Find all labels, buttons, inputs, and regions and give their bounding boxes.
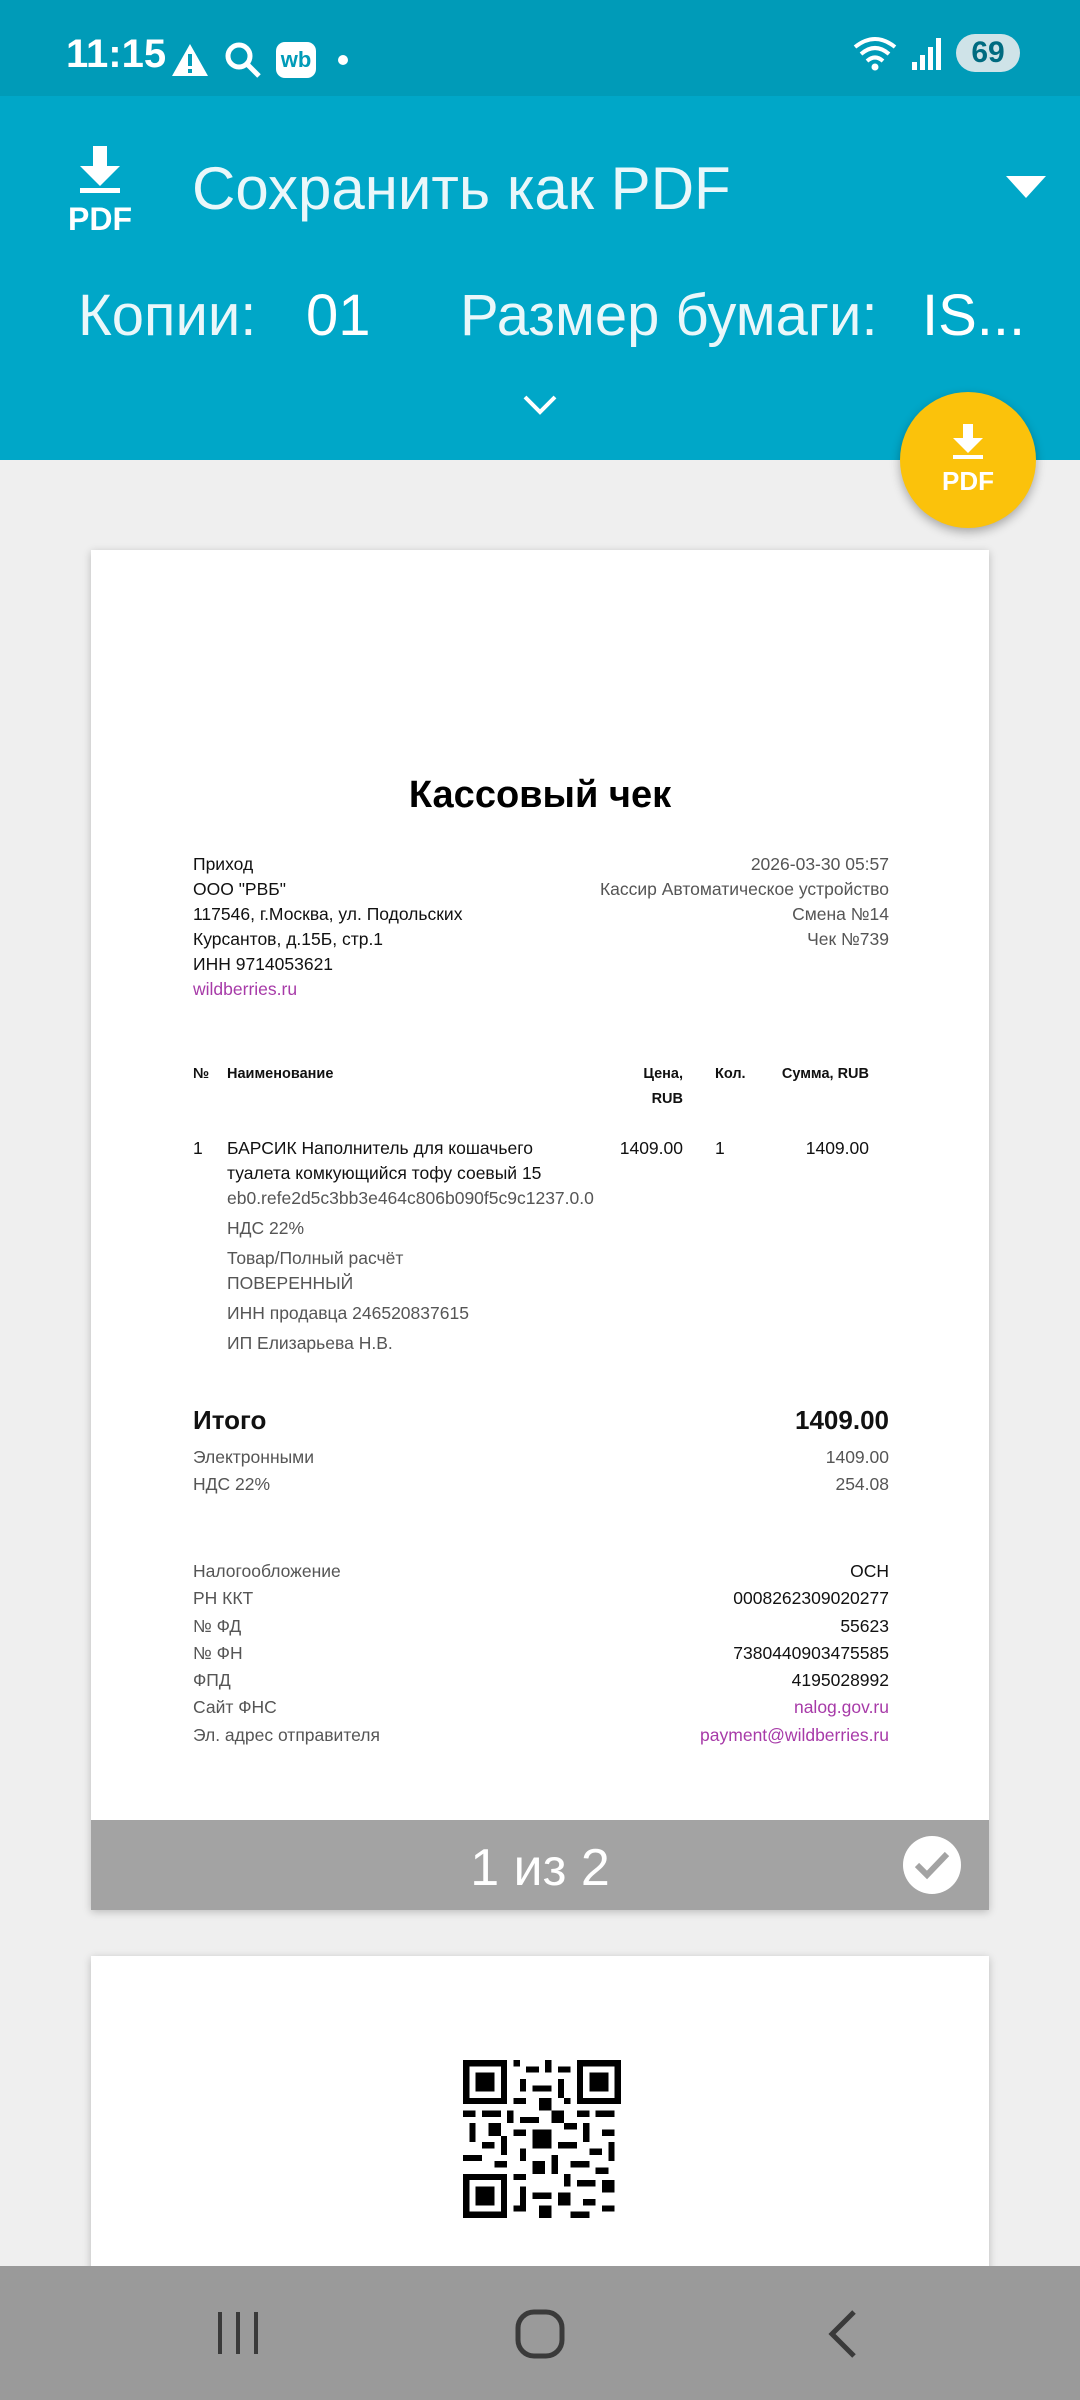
fiscal-label-fd: № ФД (193, 1615, 242, 1636)
seller-website-link[interactable]: wildberries.ru (193, 979, 298, 999)
col-price-header-line1: Цена, (643, 1066, 683, 1082)
fiscal-label-sender-email: Эл. адрес отправителя (193, 1724, 380, 1745)
page-indicator: 1 из 2 (470, 1839, 610, 1897)
printer-select[interactable]: Сохранить как PDF (192, 155, 731, 222)
status-system-icons (852, 34, 1020, 72)
payment-value-vat: 254.08 (835, 1474, 889, 1494)
signal-icon (912, 36, 942, 70)
status-bar (0, 0, 1080, 96)
item-seller: ИП Елизарьева Н.В. (227, 1333, 393, 1353)
check-icon (914, 1850, 950, 1880)
fiscal-label-fpd: ФПД (193, 1670, 231, 1691)
fab-label: PDF (942, 466, 994, 496)
download-pdf-button[interactable] (900, 392, 1036, 528)
item-num: 1 (193, 1138, 203, 1158)
copies-value[interactable]: 01 (306, 283, 371, 348)
fiscal-value-rn-kkt: 0008262309020277 (733, 1588, 889, 1609)
seller-address-1: 117546, г.Москва, ул. Подольских (193, 904, 463, 924)
receipt-seller-info (193, 852, 462, 1002)
item-price: 1409.00 (619, 1138, 683, 1158)
item-name-line2: туалета комкующийся тофу соевый 15 (227, 1163, 542, 1183)
page-select-checkbox[interactable] (903, 1836, 961, 1894)
item-agent-type: ПОВЕРЕННЫЙ (227, 1273, 354, 1293)
fiscal-label-rn-kkt: РН ККТ (193, 1588, 254, 1609)
qr-code (463, 2060, 621, 2218)
total-label: Итого (193, 1405, 267, 1435)
col-price-header-line2: RUB (651, 1091, 683, 1107)
fiscal-labels (193, 1558, 380, 1749)
item-qty: 1 (715, 1138, 725, 1158)
col-name-header: Наименование (227, 1066, 334, 1082)
fiscal-value-fn: 7380440903475585 (733, 1642, 889, 1663)
dropdown-arrow-icon[interactable] (1006, 176, 1046, 200)
col-num-header: № (193, 1066, 210, 1082)
fiscal-label-taxation: Налогообложение (193, 1561, 341, 1581)
payment-label-electronic: Электронными (193, 1447, 314, 1467)
sender-email-link[interactable]: payment@wildberries.ru (700, 1724, 889, 1745)
status-time: 11:15 (66, 32, 167, 76)
fns-site-link[interactable]: nalog.gov.ru (793, 1697, 889, 1718)
receipt-type: Приход (193, 854, 254, 874)
item-vat: НДС 22% (227, 1218, 305, 1238)
print-options-header (0, 96, 1080, 460)
preview-page-1[interactable] (91, 550, 989, 1910)
item-calc-type: Товар/Полный расчёт (227, 1248, 404, 1268)
paper-size-label: Размер бумаги: (460, 283, 878, 348)
home-icon[interactable] (512, 2306, 568, 2362)
expand-chevron-icon[interactable] (522, 394, 558, 416)
payment-labels (193, 1444, 314, 1498)
more-notifications-dot (338, 55, 348, 65)
paper-size-value[interactable]: IS... (922, 283, 1026, 348)
copies-label: Копии: (78, 283, 257, 348)
download-pdf-icon (933, 420, 1003, 500)
search-icon (224, 41, 262, 79)
battery-indicator: 69 (956, 34, 1020, 72)
seller-address-2: Курсантов, д.15Б, стр.1 (193, 929, 384, 949)
fiscal-value-fd: 55623 (840, 1615, 889, 1636)
preview-page-2[interactable] (91, 1956, 989, 2276)
receipt-shift: Смена №14 (792, 904, 889, 924)
page-indicator-bar (91, 1820, 989, 1910)
receipt-datetime: 2026-03-30 05:57 (750, 854, 889, 874)
seller-inn: ИНН 9714053621 (193, 954, 334, 974)
payment-values (826, 1444, 889, 1498)
warning-icon (170, 42, 210, 78)
receipt-title: Кассовый чек (408, 774, 672, 816)
fiscal-value-fpd: 4195028992 (791, 1670, 889, 1691)
payment-label-vat: НДС 22% (193, 1474, 271, 1494)
pdf-icon-text: PDF (68, 201, 132, 236)
recent-apps-icon[interactable] (214, 2306, 262, 2360)
item-seller-inn: ИНН продавца 246520837615 (227, 1303, 469, 1323)
wifi-icon (852, 35, 898, 71)
fiscal-values (700, 1558, 889, 1749)
fiscal-label-fn: № ФН (193, 1642, 243, 1663)
system-navigation-bar (0, 2266, 1080, 2400)
seller-name: ООО "РВБ" (193, 879, 286, 899)
back-icon[interactable] (822, 2306, 862, 2362)
item-details (227, 1136, 627, 1356)
receipt-cashier: Кассир Автоматическое устройство (599, 879, 889, 899)
status-notification-icons (170, 36, 348, 84)
payment-value-electronic: 1409.00 (825, 1447, 889, 1467)
col-qty-header: Кол. (715, 1066, 746, 1082)
receipt-number: Чек №739 (807, 929, 889, 949)
pdf-printer-icon (60, 144, 140, 236)
fiscal-value-taxation: ОСН (850, 1561, 889, 1581)
receipt-meta-info (600, 852, 889, 952)
col-sum-header: Сумма, RUB (781, 1066, 869, 1082)
col-price-header (611, 1062, 683, 1112)
item-name-line1: БАРСИК Наполнитель для кошачьего (227, 1138, 533, 1158)
item-sum: 1409.00 (805, 1138, 869, 1158)
item-code: eb0.refe2d5c3bb3e464c806b090f5c9c1237.0.0 (227, 1188, 594, 1208)
wildberries-app-icon: wb (276, 42, 316, 78)
fiscal-label-fns-site: Сайт ФНС (193, 1697, 277, 1718)
total-value: 1409.00 (795, 1405, 889, 1435)
